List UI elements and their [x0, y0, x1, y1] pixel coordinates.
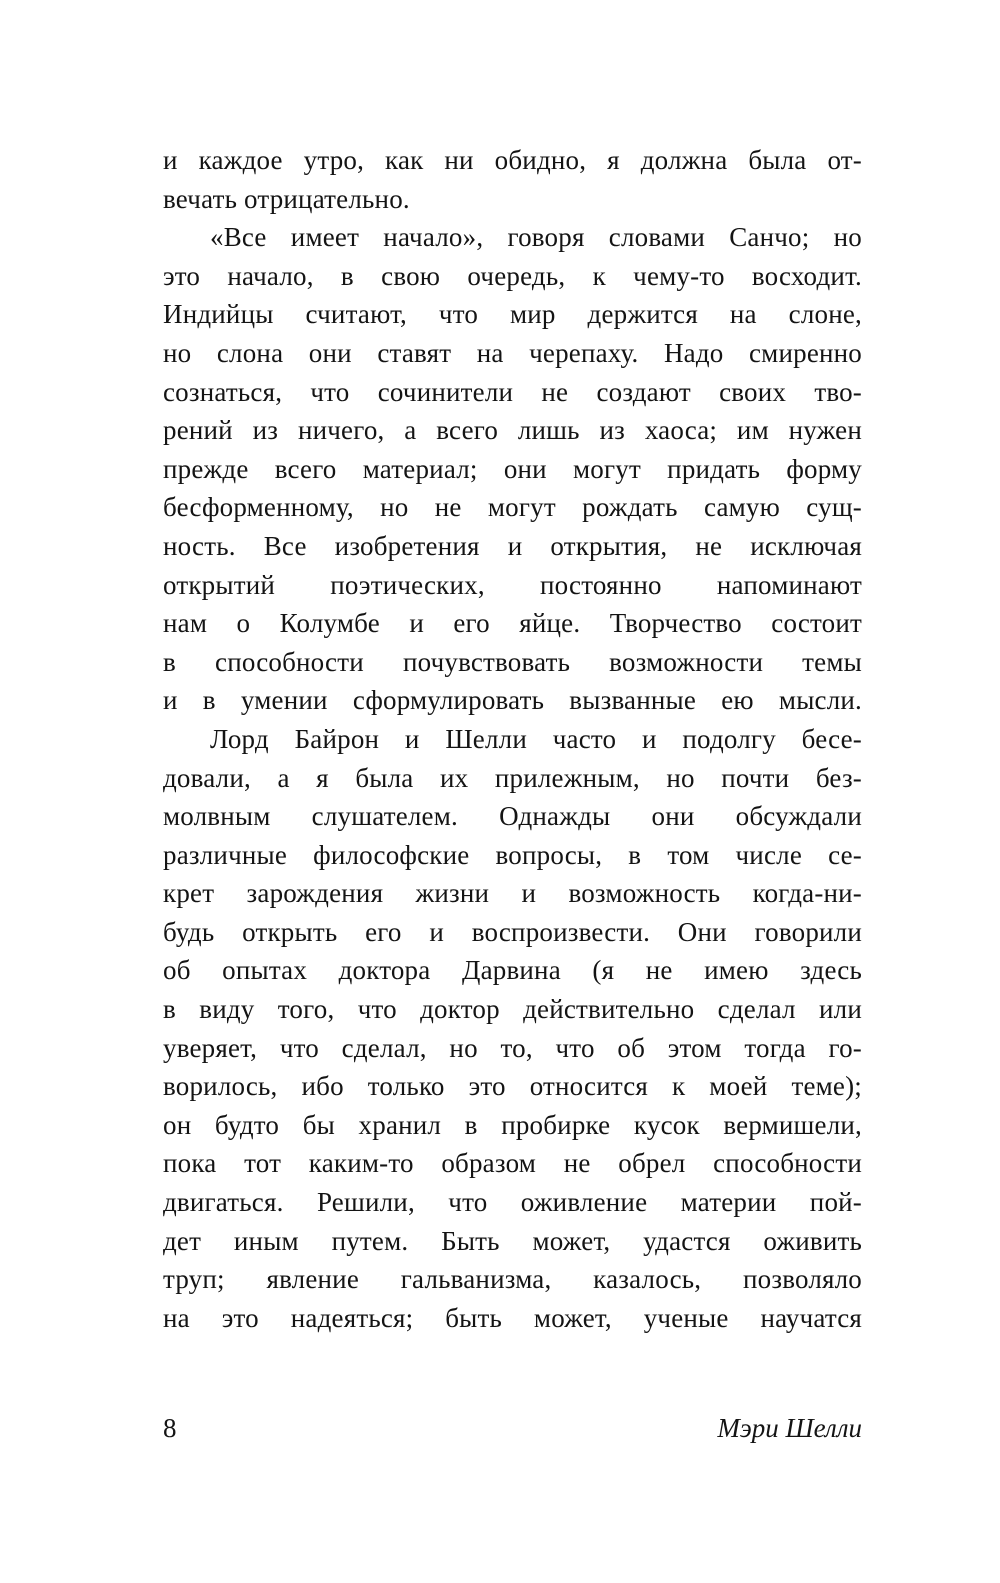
text-line: довали, а я была их прилежным, но почти без-	[163, 762, 862, 793]
text-line: вечать отрицательно.	[163, 183, 410, 214]
text-line: но слона они ставят на черепаху. Надо смиренно	[163, 337, 862, 368]
text-line: уверяет, что сделал, но то, что об этом тогда го-	[163, 1032, 862, 1063]
text-line: и в умении сформулировать вызванные ею мысли.	[163, 685, 862, 716]
text-line: пока тот каким-то образом не обрел способности	[163, 1148, 862, 1179]
text-line: Индийцы считают, что мир держится на слоне,	[163, 299, 862, 330]
text-line: прежде всего материал; они могут придать форму	[163, 453, 862, 484]
text-line: открытий поэтических, постоянно напоминают	[163, 569, 862, 600]
text-line: он будто бы хранил в пробирке кусок вермишели,	[163, 1109, 862, 1140]
text-line: бесформенному, но не могут рождать самую сущ-	[163, 492, 862, 523]
running-title-author: Мэри Шелли	[717, 1413, 862, 1443]
text-line: различные философские вопросы, в том числе се-	[163, 839, 862, 870]
paragraph	[163, 141, 862, 218]
text-line: «Все имеет начало», говоря словами Санчо; но	[210, 222, 862, 253]
text-line: нам о Колумбе и его яйце. Творчество состоит	[163, 608, 862, 639]
text-line: рений из ничего, а всего лишь из хаоса; им нужен	[163, 415, 862, 446]
text-line: в виду того, что доктор действительно сделал или	[163, 994, 862, 1025]
text-line: крет зарождения жизни и возможность когда-ни-	[163, 878, 862, 909]
page-footer	[163, 1409, 862, 1447]
text-line: это начало, в свою очередь, к чему-то восходит.	[163, 260, 862, 291]
body-text	[163, 141, 862, 1337]
text-line: молвным слушателем. Однажды они обсуждали	[163, 801, 862, 832]
text-line: будь открыть его и воспроизвести. Они говорили	[163, 916, 862, 947]
text-line: на это надеяться; быть может, ученые научатся	[163, 1302, 862, 1333]
text-line: труп; явление гальванизма, казалось, позволяло	[163, 1264, 862, 1295]
text-line: двигаться. Решили, что оживление материи пой-	[163, 1187, 862, 1218]
page-number: 8	[163, 1413, 177, 1443]
paragraph	[163, 720, 862, 1338]
text-line: ворилось, ибо только это относится к моей теме);	[163, 1071, 862, 1102]
text-line: ность. Все изобретения и открытия, не исключая	[163, 530, 862, 561]
text-line: сознаться, что сочинители не создают своих тво-	[163, 376, 862, 407]
text-line: дет иным путем. Быть может, удастся оживить	[163, 1225, 862, 1256]
text-line: об опытах доктора Дарвина (я не имею здесь	[163, 955, 862, 986]
text-line: и каждое утро, как ни обидно, я должна была от-	[163, 145, 862, 175]
text-line: в способности почувствовать возможности темы	[163, 646, 862, 677]
paragraph	[163, 218, 862, 720]
text-line: Лорд Байрон и Шелли часто и подолгу бесе-	[210, 723, 862, 754]
